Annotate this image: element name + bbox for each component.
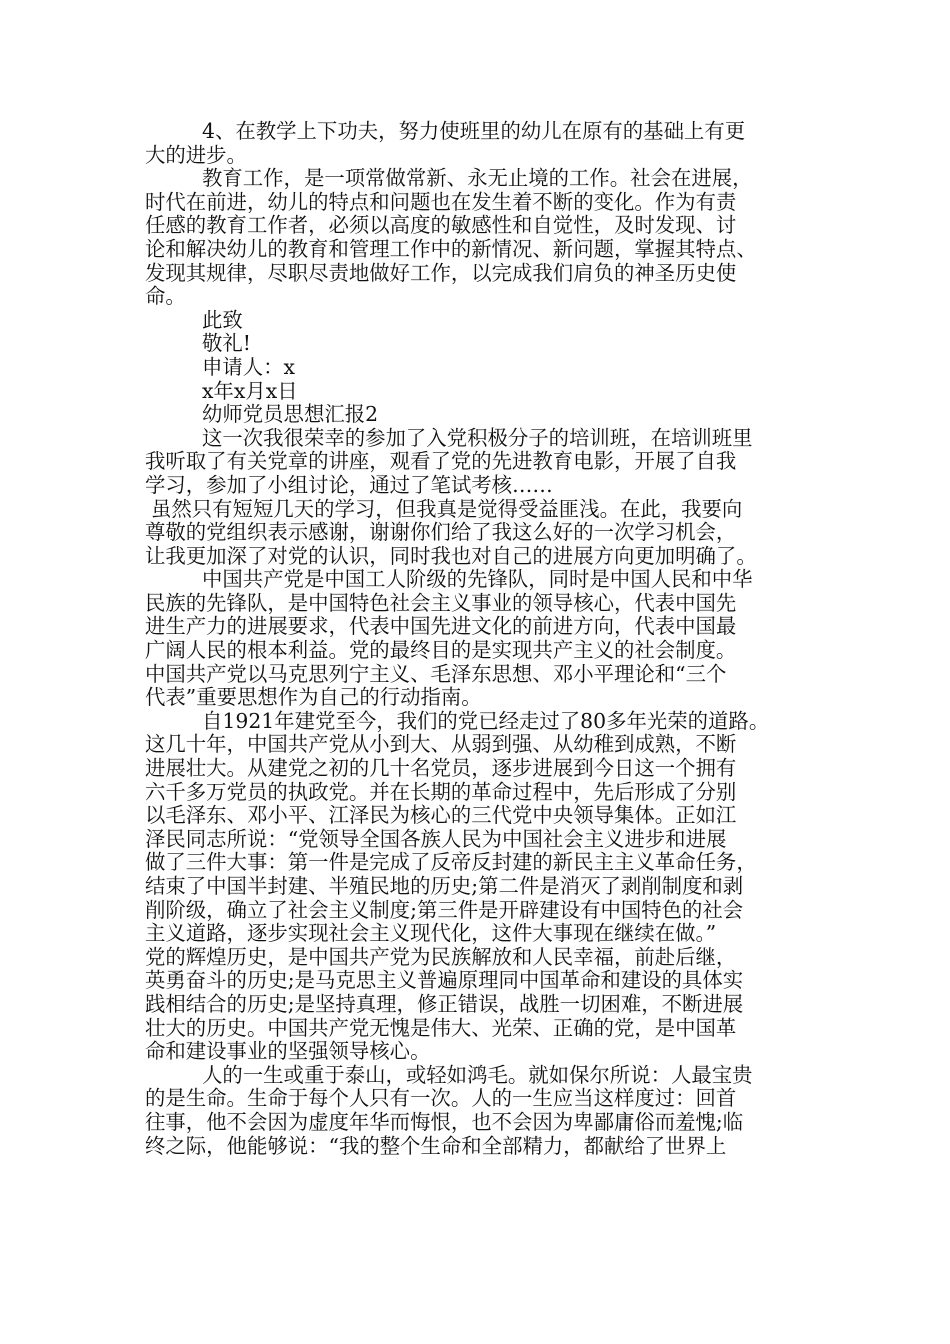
text-line: 终之际，他能够说：“我的整个生命和全部精力，都献给了世界上	[145, 1133, 727, 1158]
text-line: 英勇奋斗的历史;是马克思主义普遍原理同中国革命和建设的具体实	[145, 968, 744, 993]
text-line: 4、在教学上下功夫，努力使班里的幼儿在原有的基础上有更	[202, 119, 746, 143]
text-line: 我听取了有关党章的讲座，观看了党的先进教育电影，开展了自我	[145, 449, 737, 474]
text-line: 做了三件大事：第一件是完成了反帝反封建的新民主主义革命任务，	[145, 850, 757, 875]
text-line: 壮大的历史。中国共产党无愧是伟大、光荣、正确的党，是中国革	[145, 1015, 737, 1040]
text-line: 任感的教育工作者，必须以高度的敏感性和自觉性，及时发现、讨	[145, 213, 737, 238]
text-line: 自1921年建党至今，我们的党已经走过了80多年光荣的道路。	[202, 708, 770, 733]
text-line: 中国共产党是中国工人阶级的先锋队，同时是中国人民和中华	[202, 567, 753, 592]
text-line: 党的辉煌历史，是中国共产党为民族解放和人民幸福，前赴后继，	[145, 944, 737, 969]
text-line: 大的进步。	[145, 142, 247, 167]
text-line: 时代在前进，幼儿的特点和问题也在发生着不断的变化。作为有责	[145, 189, 737, 214]
text-line: 中国共产党以马克思列宁主义、毛泽东思想、邓小平理论和“三个	[145, 661, 727, 686]
text-line: 学习，参加了小组讨论，通过了笔试考核……	[145, 472, 553, 497]
text-line: 进展壮大。从建党之初的几十名党员，逐步进展到今日这一个拥有	[145, 756, 737, 781]
text-line: 践相结合的历史;是坚持真理，修正错误，战胜一切困难，不断进展	[145, 991, 744, 1016]
text-line: 命。	[145, 284, 186, 309]
text-line: 民族的先锋队，是中国特色社会主义事业的领导核心，代表中国先	[145, 590, 737, 615]
text-line: 这一次我很荣幸的参加了入党积极分子的培训班，在培训班里	[202, 425, 753, 450]
text-line: 广阔人民的根本利益。党的最终目的是实现共产主义的社会制度。	[145, 638, 737, 663]
text-line: 这几十年，中国共产党从小到大、从弱到强、从幼稚到成熟，不断	[145, 732, 737, 757]
text-line: 让我更加深了对党的认识，同时我也对自己的进展方向更加明确了。	[145, 543, 757, 568]
text-line: 往事，他不会因为虚度年华而悔恨，也不会因为卑鄙庸俗而羞愧;临	[145, 1109, 744, 1134]
text-line: 结束了中国半封建、半殖民地的历史;第二件是消灭了剥削制度和剥	[145, 874, 744, 898]
text-line: 削阶级，确立了社会主义制度;第三件是开辟建设有中国特色的社会	[145, 897, 744, 922]
text-line: 命和建设事业的坚强领导核心。	[145, 1039, 431, 1064]
text-line: 发现其规律，尽职尽责地做好工作，以完成我们肩负的神圣历史使	[145, 260, 737, 285]
text-line: 代表”重要思想作为自己的行动指南。	[145, 685, 482, 710]
text-line: 泽民同志所说：“党领导全国各族人民为中国社会主义进步和进展	[145, 826, 727, 851]
text-line: 尊敬的党组织表示感谢，谢谢你们给了我这么好的一次学习机会，	[145, 520, 737, 545]
text-line: 进生产力的进展要求，代表中国先进文化的前进方向，代表中国最	[145, 614, 737, 639]
text-line: x年x月x日	[202, 378, 298, 403]
text-line: 六千多万党员的执政党。并在长期的革命过程中，先后形成了分别	[145, 779, 737, 804]
text-line: 此致	[202, 307, 243, 332]
text-line: 虽然只有短短几天的学习，但我真是觉得受益匪浅。在此，我要向	[151, 496, 743, 521]
text-line: 人的一生或重于泰山，或轻如鸿毛。就如保尔所说：人最宝贵	[202, 1062, 753, 1087]
text-line: 敬礼!	[202, 331, 251, 356]
text-line: 的是生命。生命于每个人只有一次。人的一生应当这样度过：回首	[145, 1086, 737, 1111]
text-line: 申请人：x	[202, 354, 296, 379]
document-page	[145, 120, 810, 1158]
text-line: 幼师党员思想汇报2	[202, 402, 379, 427]
text-line: 教育工作，是一项常做常新、永无止境的工作。社会在进展，	[202, 166, 753, 191]
text-line: 论和解决幼儿的教育和管理工作中的新情况、新问题，掌握其特点、	[145, 236, 757, 261]
text-line: 主义道路，逐步实现社会主义现代化，这件大事现在继续在做。”	[145, 921, 717, 946]
text-line: 以毛泽东、邓小平、江泽民为核心的三代党中央领导集体。正如江	[145, 803, 737, 828]
